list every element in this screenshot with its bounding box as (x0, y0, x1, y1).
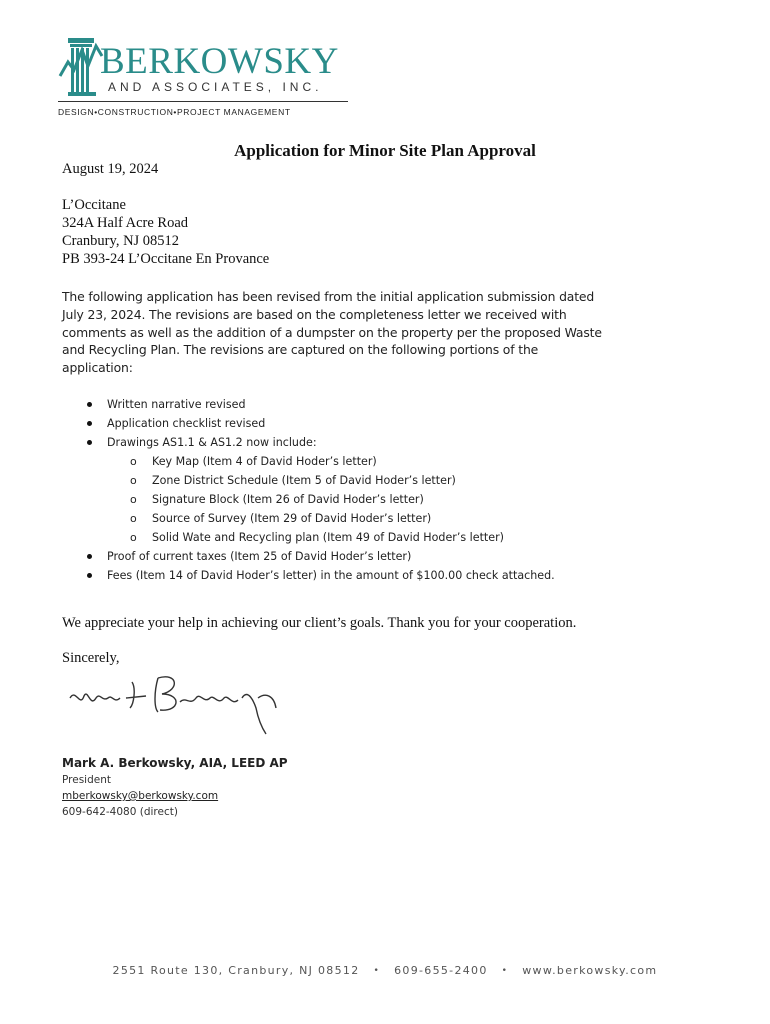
sub-list (107, 452, 555, 547)
sub-list-item: o Zone District Schedule (Item 5 of David Hoder’s letter) (107, 471, 555, 490)
signer-phone: 609-642-4080 (direct) (62, 806, 178, 818)
company-tagline: DESIGN•CONSTRUCTION•PROJECT MANAGEMENT (58, 107, 291, 117)
document-title: Application for Minor Site Plan Approval (234, 141, 536, 160)
letterhead-footer (0, 964, 770, 977)
address-line: PB 393-24 L’Occitane En Provance (62, 251, 270, 267)
company-name: BERKOWSKY (100, 41, 339, 82)
sign-off: Sincerely, (62, 650, 120, 666)
letterhead-divider (58, 101, 348, 102)
list-item: Fees (Item 14 of David Hoder’s letter) in the amount of $100.00 check attached. (62, 566, 555, 585)
handwritten-signature (62, 668, 287, 738)
address-line: 324A Half Acre Road (62, 215, 189, 231)
revisions-list (62, 395, 555, 585)
closing-sentence: We appreciate your help in achieving our client’s goals. Thank you for your cooperation. (62, 615, 577, 631)
signer-name: Mark A. Berkowsky, AIA, LEED AP (62, 756, 288, 770)
footer-separator: • (373, 966, 381, 976)
signer-title: President (62, 774, 111, 786)
list-item-label: Drawings AS1.1 & AS1.2 now include: (107, 436, 317, 449)
sub-list-item: o Key Map (Item 4 of David Hoder’s letter) (107, 452, 555, 471)
list-item (62, 433, 555, 547)
address-line: L’Occitane (62, 197, 126, 213)
letter-date: August 19, 2024 (62, 161, 159, 177)
footer-website[interactable]: www.berkowsky.com (522, 964, 658, 977)
signer-email-link[interactable]: mberkowsky@berkowsky.com (62, 790, 219, 802)
sub-list-item: o Solid Wate and Recycling plan (Item 49 of David Hoder’s letter) (107, 528, 555, 547)
footer-separator: • (501, 966, 509, 976)
footer-phone: 609-655-2400 (394, 964, 488, 977)
sub-list-item: o Source of Survey (Item 29 of David Hoder’s letter) (107, 509, 555, 528)
sub-list-item: o Signature Block (Item 26 of David Hoder’s letter) (107, 490, 555, 509)
company-subtitle: AND ASSOCIATES, INC. (108, 80, 323, 94)
footer-address: 2551 Route 130, Cranbury, NJ 08512 (112, 964, 360, 977)
address-line: Cranbury, NJ 08512 (62, 233, 180, 249)
list-item: Application checklist revised (62, 414, 555, 433)
list-item: Written narrative revised (62, 395, 555, 414)
list-item: Proof of current taxes (Item 25 of David Hoder’s letter) (62, 547, 555, 566)
body-paragraph: The following application has been revised from the initial application submission dated July 23, 2024. The revisions are based on the completeness letter we received with comments as well as the addition of a dumpster on the property per the proposed Waste and Recycling Plan. The revisions are captured on the following portions of the application: (62, 289, 602, 376)
